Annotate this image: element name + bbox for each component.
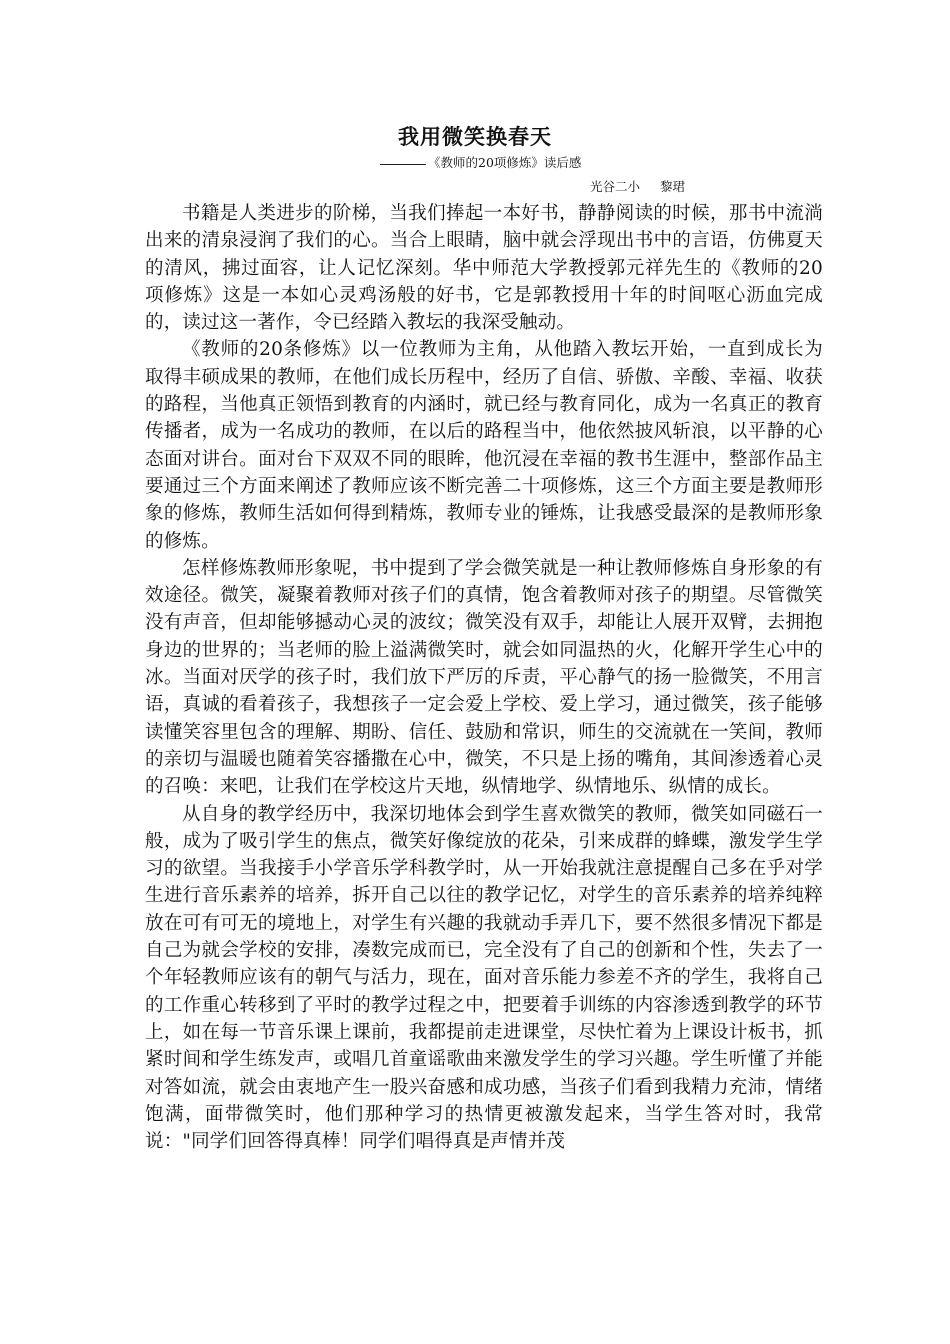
document-subtitle-line: [380, 155, 581, 171]
paragraph: 怎样修炼教师形象呢，书中提到了学会微笑就是一种让教师修炼自身形象的有效途径。微笑，凝聚着教师对孩子们的真情，饱含着教师对孩子的期望。尽管微笑没有声音，但却能够撼动心灵的波纹；微笑没有双手，却能让人展开双臂，去拥抱身边的世界的；当老师的脸上溢满微笑时，就会如同温热的火，化解开学生心中的冰。当面对厌学的孩子时，我们放下严厉的斥责，平心静气的扬一脸微笑，不用言语，真诚的看着孩子，我想孩子一定会爱上学校、爱上学习，通过微笑，孩子能够读懂笑容里包含的理解、期盼、信任、鼓励和常识，师生的交流就在一笑间，教师的亲切与温暖也随着笑容播撒在心中，微笑，不只是上扬的嘴角，其间渗透着心灵的召唤：来吧，让我们在学校这片天地，纵情地学、纵情地乐、纵情的成长。: [145, 557, 823, 798]
paragraph: 《教师的20条修炼》以一位教师为主角，从他踏入教坛开始，一直到成长为取得丰硕成果的教师，在他们成长历程中，经历了自信、骄傲、辛酸、幸福、收获的路程，当他真正领悟到教育的内涵时，就已经与教育同化，成为一名真正的教育传播者，成为一名成功的教师，在以后的路程当中，他依然披风斩浪，以平静的心态面对讲台。面对台下双双不同的眼眸，他沉浸在幸福的教书生涯中，整部作品主要通过三个方面来阐述了教师应该不断完善二十项修炼，这三个方面主要是教师形象的修炼，教师生活如何得到精炼，教师专业的锤炼，让我感受最深的是教师形象的修炼。: [145, 339, 823, 552]
document-title: 我用微笑换春天: [398, 124, 552, 149]
school-name: 光谷二小: [590, 179, 641, 194]
body-text: [145, 200, 823, 1155]
author-name: 黎珺: [660, 179, 686, 194]
paragraph: 从自身的教学经历中，我深切地体会到学生喜欢微笑的教师，微笑如同磁石一般，成为了吸引学生的焦点，微笑好像绽放的花朵，引来成群的蜂蝶，激发学生学习的欲望。当我接手小学音乐学科教学时，从一开始我就注意提醒自己多在乎对学生进行音乐素养的培养，拆开自己以往的教学记忆，对学生的音乐素养的培养纯粹放在可有可无的境地上，对学生有兴趣的我就动手弄几下，要不然很多情况下都是自己为就会学校的安排，凑数完成而已，完全没有了自己的创新和个性，失去了一个年轻教师应该有的朝气与活力，现在，面对音乐能力参差不齐的学生，我将自己的工作重心转移到了平时的教学过程之中，把要着手训练的内容渗透到教学的环节上，如在每一节音乐课上课前，我都提前走进课堂，尽快忙着为上课设计板书，抓紧时间和学生练发声，或唱几首童谣歌曲来激发学生的学习兴趣。学生听懂了并能对答如流，就会由衷地产生一股兴奋感和成功感，当孩子们看到我精力充沛，情绪饱满，面带微笑时，他们那种学习的热情更被激发起来，当学生答对时，我常说："同学们回答得真棒！同学们唱得真是声情并茂: [145, 803, 823, 1153]
document-subtitle: 《教师的20项修炼》读后感: [428, 155, 582, 170]
byline: [590, 179, 685, 195]
paragraph: 书籍是人类进步的阶梯，当我们捧起一本好书，静静阅读的时候，那书中流淌出来的清泉浸润了我们的心。当合上眼睛，脑中就会浮现出书中的言语，仿佛夏天的清风，拂过面容，让人记忆深刻。华中师范大学教授郭元祥先生的《教师的20项修炼》这是一本如心灵鸡汤般的好书，它是郭教授用十年的时间呕心沥血完成的，读过这一著作，令已经踏入教坛的我深受触动。: [145, 203, 823, 334]
subtitle-dash-rule: [380, 164, 426, 165]
